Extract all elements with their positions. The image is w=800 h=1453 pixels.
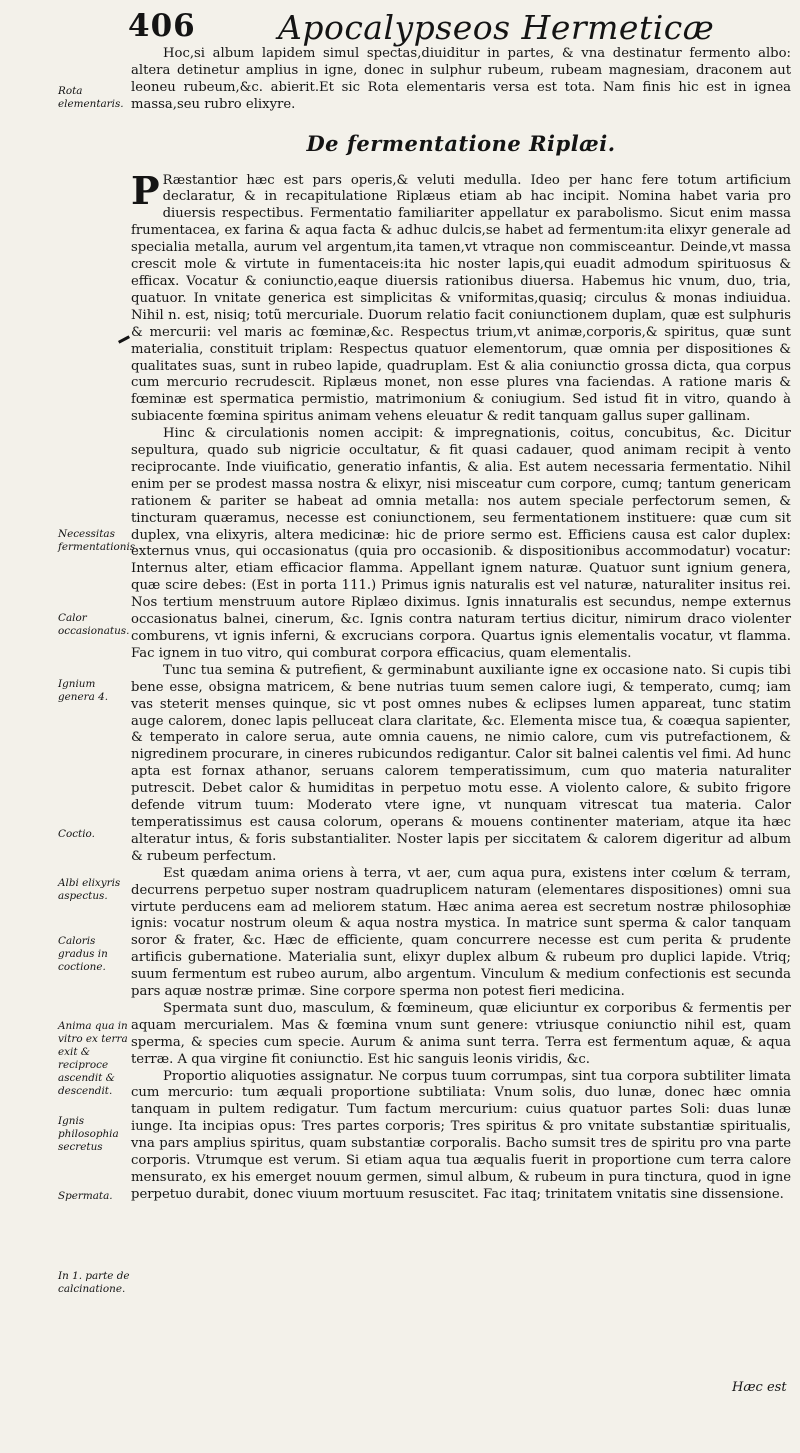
body-paragraph — [131, 167, 791, 427]
body-paragraph: Tunc tua semina & putrefient, & germinabunt auxiliante igne ex occasione nato. Si cupis tibi bene esse, obsigna matricem, & bene nutrias tuum semen calore iugi, & temperato, cumq; iam vas steterit menses quinque, sic vt post omnes nubes & eclipses lumen appareat, tunc statim auge calorem, donec lapis pelluceat clara claritate, &c. Elementa misce tua, & coæqua sapienter, & temperato in calore serua, aute omnia cauens, ne nimio calore, cum vis putrefactionem, & nigredinem procurare, in cineres rubicundos redigantur. Calor sit balnei calentis vel fimi. Ad hunc apta est fornax athanor, seruans calorem temperatissimum, cum quo materia naturaliter putrescit. Debet calor & humiditas in perpetuo motu esse. A violento calore, & subito frigore defende vitrum tuum: Moderato vtere igne, vt nunquam vitrescat tua materia. Calor temperatissimus est causa colorum, operans & mouens continenter materiam, atque ita hæc alteratur intus, & foris substantialiter. Noster lapis per siccitatem & calorem digeritur ad album & rubeum perfectum. — [131, 662, 791, 864]
marginal-note: Ignis philosophia secretus — [58, 1115, 119, 1153]
marginal-note: In 1. parte de calcinatione. — [58, 1270, 130, 1295]
marginal-note: Spermata. — [58, 1190, 113, 1202]
marginal-note: Caloris gradus in coctione. — [58, 935, 108, 973]
section-heading: De fermentatione Riplæi. — [306, 130, 616, 156]
page-number: 406 — [128, 8, 196, 44]
drop-cap: P — [131, 167, 160, 213]
marginal-note: Ignium genera 4. — [58, 678, 109, 703]
intro-paragraph: Hoc,si album lapidem simul spectas,diuiditur in partes, & vna destinatur fermento albo: altera detinetur amplius in igne, donec in sulphur rubeum, rubeam magnesiam, draconem aut leoneu rubeum,&c. abierit.Et sic Rota elementaris versa est tota. Nam finis hic est in ignea massa,seu rubro elixyre. — [131, 46, 791, 112]
catchword: Hæc est — [732, 1380, 787, 1395]
body-paragraph: Proportio aliquoties assignatur. Ne corpus tuum corrumpas, sint tua corpora subtiliter limata cum mercurio: tum æquali proportione subtiliata: Vnum solis, duo lunæ, donec hæc omnia tanquam in pultem redigatur. Tum factum mercurium: cuius quatuor partes Soli: duas lunæ iunge. Ita incipias opus: Tres partes corporis; Tres spiritus & pro vnitate substantiæ spiritualis, vna pars amplius spiritus, quam substantiæ corporalis. Bacho sumsit tres de spiritu pro vna parte corporis. Vtrumque est verum. Si etiam aqua tua æqualis fuerit in proportione cum terra calore mensurato, ex his emerget nouum germen, simul album, & rubeum in pura tinctura, quod in igne perpetuo durabit, donec viuum mortuum resuscitet. Fac itaq; trinitatem vnitatis sine dissensione. — [131, 1068, 791, 1202]
marginal-note: Coctio. — [58, 828, 95, 840]
text-block — [131, 46, 791, 1204]
marginal-note: Rota elementaris. — [58, 85, 124, 110]
paragraph-text: Ræstantior hæc est pars operis,& veluti medulla. Ideo per hanc fere totum artificium declaratur, & in recapitulatione Riplæus etiam ab hac incipit. Nomina habet varia pro diuersis respectibus. Fermentatio familiariter appellatur ex parabolismo. Sicut enim massa frumentacea, ex farina & aqua facta & adhuc dulcis,se habet ad fermentum:ita elixyr generale ad specialia metalla, aurum vel argentum,ita tamen,vt vtraque non commisceantur. Deinde,vt massa crescit mole & virtute in fumentaceis:ita hic noster lapis,qui euadit admodum spirituosus & efficax. Vocatur & coniunctio,eaque diuersis rationibus diuersa. Habemus hic vnum, duo, tria, quatuor. In vnitate generica est simplicitas & vniformitas,quasiq; circulus & monas indiuidua. Nihil n. est, nisiq; totũ mercuriale. Duorum relatio facit coniunctionem duplam, quæ est sulphuris & mercurii: vel maris ac fœminæ,&c. Respectus trium,vt animæ,corporis,& spiritus, quæ sunt materialia, constituit triplam: Respectus quatuor elementorum, quæ omnia per dispositiones & qualitates suas, sunt in rubeo lapide, quadruplam. Est & alia coniunctio grossa dicta, qua corpus cum mercurio recrudescit. Riplæus monet, non esse plures vna faciendas. A ratione maris & fœminæ est spermatica permistio, matrimonium & coniugium. Sed istud fit in vitro, quando à subiacente fœmina spiritus animam vehens eleuatur & redit tanquam gallus super gallinam. — [131, 172, 791, 425]
marginal-note: Calor occasionatus. — [58, 612, 130, 637]
ink-mark — [118, 335, 130, 343]
marginal-note: Necessitas fermentationis. — [58, 528, 139, 553]
running-title: Apocalypseos Hermeticæ — [278, 8, 715, 47]
body-paragraph: Spermata sunt duo, masculum, & fœmineum, quæ eliciuntur ex corporibus & fermentis per aquam mercurialem. Mas & fœmina vnum sunt genere: vtriusque coniunctio nihil est, quam sperma, & species cum specie. Aurum & anima sunt terra. Terra est fermentum aquæ, & aqua terræ. A qua virgine fit coniunctio. Est hic sanguis leonis viridis, &c. — [131, 1000, 791, 1067]
page-header — [128, 8, 792, 48]
body-paragraph: Hinc & circulationis nomen accipit: & impregnationis, coitus, concubitus, &c. Dicitur sepultura, quado sub nigricie occultatur, & fit quasi cadauer, quod animam recipit à vento reciprocante. Inde viuificatio, generatio infantis, & alia. Est autem necessaria fermentatio. Nihil enim per se prodest massa nostra & elixyr, nisi misceatur cum corpore, cumq; tantum genericam rationem & pariter se habeat ad omnia metalla: nos autem speciale perfectorum semen, & tincturam quæramus, necesse est coniunctionem, seu fermentationem instituere: quæ cum sit duplex, vna elixyris, altera medicinæ: hic de priore sermo est. Efficiens causa est calor duplex: externus vnus, qui occasionatus (quia pro occasionib. & dispositionibus accommodatur) vocatur: Internus alter, etiam efficacior flamma. Appellant ignem naturæ. Quatuor sunt ignium genera, quæ scire debes: (Est in porta 111.) Primus ignis naturalis est vel naturæ, naturaliter insitus rei. Nos tertium menstruum autore Riplæo diximus. Ignis innaturalis est secundus, nempe externus occasionatus balnei, cinerum, &c. Ignis contra naturam tertius dicitur, nimirum draco violenter comburens, vt ignis inferni, & excrucians corpora. Quartus ignis elementalis vocatur, vt flamma. Fac ignem in tuo vitro, qui comburat corpora efficacius, quam elementalis. — [131, 426, 791, 661]
body-paragraph: Est quædam anima oriens à terra, vt aer, cum aqua pura, existens inter cœlum & terram, decurrens perpetuo super nostram quadruplicem naturam (elementares dispositiones) omni sua virtute perducens eam ad meliorem statum. Hæc anima aerea est secretum nostræ philosophiæ ignis: vocatur nostrum oleum & aqua nostra mystica. In matrice sunt sperma & calor tanquam soror & frater, &c. Hæc de efficiente, quam concurrere necesse est cum perita & prudente artificis gubernatione. Materialia sunt, elixyr duplex album & rubeum pro duplici lapide. Vtriq; suum fermentum est rubeo aurum, albo argentum. Vinculum & medium confectionis est secunda pars aquæ nostræ primæ. Sine corpore sperma non potest fieri medicina. — [131, 865, 791, 1000]
marginal-note: Albi elixyris aspectus. — [58, 877, 121, 902]
marginal-note: Anima qua in vitro ex terra exit & reciproce ascendit & descendit. — [58, 1020, 128, 1097]
